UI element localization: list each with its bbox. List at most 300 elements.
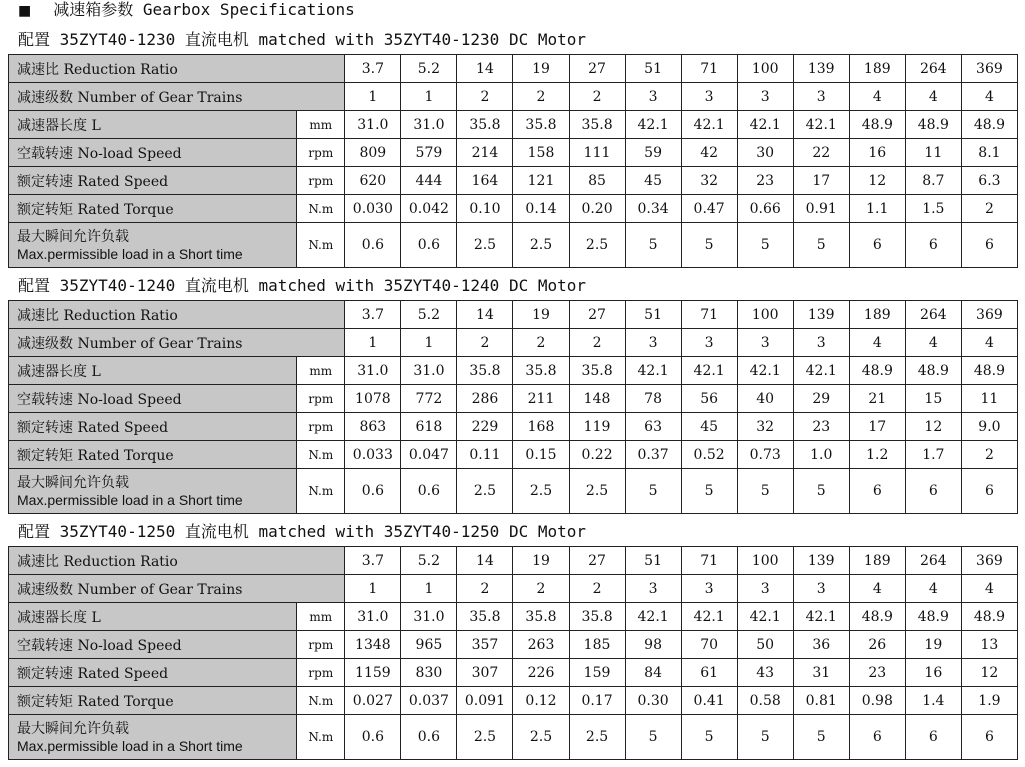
value-cell: 2 bbox=[513, 83, 569, 111]
row-label: 减速器长度 L bbox=[9, 603, 297, 631]
value-cell: 6.3 bbox=[961, 167, 1017, 195]
value-cell: 5 bbox=[625, 223, 681, 268]
table-row bbox=[9, 603, 1018, 631]
value-cell: 2.5 bbox=[513, 223, 569, 268]
value-cell: 2.5 bbox=[569, 715, 625, 760]
value-cell: 42.1 bbox=[793, 603, 849, 631]
value-cell: 30 bbox=[737, 139, 793, 167]
value-cell: 0.22 bbox=[569, 441, 625, 469]
value-cell: 71 bbox=[681, 55, 737, 83]
table-row bbox=[9, 687, 1018, 715]
row-label: 额定转速 Rated Speed bbox=[9, 659, 297, 687]
value-cell: 31.0 bbox=[345, 357, 401, 385]
value-cell: 214 bbox=[457, 139, 513, 167]
value-cell: 27 bbox=[569, 301, 625, 329]
table-row bbox=[9, 469, 1018, 514]
value-cell: 0.027 bbox=[345, 687, 401, 715]
spec-table-1240 bbox=[8, 300, 1018, 514]
value-cell: 0.20 bbox=[569, 195, 625, 223]
row-label: 额定转矩 Rated Torque bbox=[9, 195, 297, 223]
value-cell: 1159 bbox=[345, 659, 401, 687]
value-cell: 0.41 bbox=[681, 687, 737, 715]
value-cell: 579 bbox=[401, 139, 457, 167]
value-cell: 5.2 bbox=[401, 301, 457, 329]
row-label-en: Max.permissible load in a Short time bbox=[17, 245, 243, 262]
row-label: 减速级数 Number of Gear Trains bbox=[9, 83, 345, 111]
value-cell: 830 bbox=[401, 659, 457, 687]
value-cell: 35.8 bbox=[569, 357, 625, 385]
value-cell: 42.1 bbox=[625, 111, 681, 139]
value-cell: 19 bbox=[513, 301, 569, 329]
value-cell: 3 bbox=[625, 575, 681, 603]
value-cell: 42.1 bbox=[625, 603, 681, 631]
value-cell: 286 bbox=[457, 385, 513, 413]
value-cell: 3 bbox=[737, 83, 793, 111]
value-cell: 189 bbox=[849, 55, 905, 83]
value-cell: 772 bbox=[401, 385, 457, 413]
value-cell: 23 bbox=[737, 167, 793, 195]
value-cell: 31.0 bbox=[345, 111, 401, 139]
value-cell: 56 bbox=[681, 385, 737, 413]
value-cell: 4 bbox=[849, 329, 905, 357]
row-label bbox=[9, 223, 297, 268]
value-cell: 618 bbox=[401, 413, 457, 441]
section-title-1250: 配置 35ZYT40-1250 直流电机 matched with 35ZYT40-1250 DC Motor bbox=[18, 522, 587, 541]
value-cell: 0.6 bbox=[401, 469, 457, 514]
value-cell: 111 bbox=[569, 139, 625, 167]
value-cell: 48.9 bbox=[849, 111, 905, 139]
value-cell: 0.12 bbox=[513, 687, 569, 715]
value-cell: 189 bbox=[849, 547, 905, 575]
value-cell: 15 bbox=[905, 385, 961, 413]
unit-cell: mm bbox=[297, 603, 345, 631]
value-cell: 31.0 bbox=[345, 603, 401, 631]
value-cell: 35.8 bbox=[457, 357, 513, 385]
value-cell: 1.4 bbox=[905, 687, 961, 715]
value-cell: 71 bbox=[681, 301, 737, 329]
value-cell: 4 bbox=[849, 575, 905, 603]
value-cell: 6 bbox=[905, 469, 961, 514]
value-cell: 61 bbox=[681, 659, 737, 687]
spec-table-1250 bbox=[8, 546, 1018, 760]
value-cell: 2 bbox=[457, 329, 513, 357]
value-cell: 51 bbox=[625, 547, 681, 575]
value-cell: 17 bbox=[793, 167, 849, 195]
table-row bbox=[9, 385, 1018, 413]
value-cell: 0.042 bbox=[401, 195, 457, 223]
row-label bbox=[9, 469, 297, 514]
value-cell: 1348 bbox=[345, 631, 401, 659]
value-cell: 0.14 bbox=[513, 195, 569, 223]
value-cell: 27 bbox=[569, 547, 625, 575]
value-cell: 444 bbox=[401, 167, 457, 195]
value-cell: 2.5 bbox=[569, 223, 625, 268]
section-title-1240: 配置 35ZYT40-1240 直流电机 matched with 35ZYT40-1240 DC Motor bbox=[18, 276, 587, 295]
value-cell: 2 bbox=[961, 195, 1017, 223]
value-cell: 50 bbox=[737, 631, 793, 659]
unit-cell: rpm bbox=[297, 167, 345, 195]
value-cell: 6 bbox=[905, 715, 961, 760]
value-cell: 4 bbox=[961, 83, 1017, 111]
value-cell: 121 bbox=[513, 167, 569, 195]
page-heading bbox=[18, 0, 355, 21]
value-cell: 4 bbox=[961, 329, 1017, 357]
value-cell: 6 bbox=[849, 223, 905, 268]
row-label: 空载转速 No-load Speed bbox=[9, 385, 297, 413]
value-cell: 3.7 bbox=[345, 301, 401, 329]
value-cell: 6 bbox=[961, 223, 1017, 268]
unit-cell: N.m bbox=[297, 687, 345, 715]
value-cell: 35.8 bbox=[513, 357, 569, 385]
unit-cell: N.m bbox=[297, 441, 345, 469]
spec-table-1230 bbox=[8, 54, 1018, 268]
value-cell: 1.2 bbox=[849, 441, 905, 469]
value-cell: 1.9 bbox=[961, 687, 1017, 715]
row-label: 减速器长度 L bbox=[9, 111, 297, 139]
value-cell: 2 bbox=[457, 575, 513, 603]
value-cell: 357 bbox=[457, 631, 513, 659]
value-cell: 14 bbox=[457, 55, 513, 83]
value-cell: 71 bbox=[681, 547, 737, 575]
unit-cell: rpm bbox=[297, 385, 345, 413]
value-cell: 139 bbox=[793, 547, 849, 575]
value-cell: 5 bbox=[625, 715, 681, 760]
value-cell: 42.1 bbox=[737, 603, 793, 631]
row-label: 额定转矩 Rated Torque bbox=[9, 687, 297, 715]
value-cell: 48.9 bbox=[905, 111, 961, 139]
value-cell: 35.8 bbox=[513, 111, 569, 139]
value-cell: 26 bbox=[849, 631, 905, 659]
value-cell: 226 bbox=[513, 659, 569, 687]
value-cell: 12 bbox=[905, 413, 961, 441]
value-cell: 0.15 bbox=[513, 441, 569, 469]
row-label: 减速比 Reduction Ratio bbox=[9, 55, 345, 83]
value-cell: 229 bbox=[457, 413, 513, 441]
value-cell: 1.7 bbox=[905, 441, 961, 469]
value-cell: 5 bbox=[737, 469, 793, 514]
value-cell: 35.8 bbox=[457, 111, 513, 139]
heading-text: 减速箱参数 Gearbox Specifications bbox=[53, 0, 355, 19]
value-cell: 51 bbox=[625, 301, 681, 329]
value-cell: 0.091 bbox=[457, 687, 513, 715]
value-cell: 51 bbox=[625, 55, 681, 83]
value-cell: 1 bbox=[345, 329, 401, 357]
value-cell: 264 bbox=[905, 547, 961, 575]
value-cell: 42.1 bbox=[737, 111, 793, 139]
value-cell: 0.033 bbox=[345, 441, 401, 469]
value-cell: 2 bbox=[569, 83, 625, 111]
value-cell: 35.8 bbox=[457, 603, 513, 631]
value-cell: 42 bbox=[681, 139, 737, 167]
value-cell: 19 bbox=[905, 631, 961, 659]
value-cell: 5 bbox=[793, 223, 849, 268]
value-cell: 2.5 bbox=[513, 469, 569, 514]
value-cell: 0.030 bbox=[345, 195, 401, 223]
value-cell: 16 bbox=[849, 139, 905, 167]
value-cell: 100 bbox=[737, 55, 793, 83]
value-cell: 1.5 bbox=[905, 195, 961, 223]
value-cell: 85 bbox=[569, 167, 625, 195]
value-cell: 0.6 bbox=[401, 715, 457, 760]
value-cell: 307 bbox=[457, 659, 513, 687]
value-cell: 5 bbox=[681, 469, 737, 514]
value-cell: 36 bbox=[793, 631, 849, 659]
value-cell: 369 bbox=[961, 55, 1017, 83]
value-cell: 0.47 bbox=[681, 195, 737, 223]
unit-cell: rpm bbox=[297, 659, 345, 687]
value-cell: 2 bbox=[569, 575, 625, 603]
value-cell: 3 bbox=[681, 83, 737, 111]
value-cell: 48.9 bbox=[905, 603, 961, 631]
value-cell: 6 bbox=[961, 715, 1017, 760]
value-cell: 620 bbox=[345, 167, 401, 195]
value-cell: 168 bbox=[513, 413, 569, 441]
table-row bbox=[9, 631, 1018, 659]
row-label: 减速级数 Number of Gear Trains bbox=[9, 329, 345, 357]
value-cell: 2 bbox=[457, 83, 513, 111]
value-cell: 0.6 bbox=[345, 223, 401, 268]
value-cell: 0.66 bbox=[737, 195, 793, 223]
table-row bbox=[9, 139, 1018, 167]
row-label bbox=[9, 715, 297, 760]
value-cell: 2 bbox=[513, 575, 569, 603]
row-label: 减速级数 Number of Gear Trains bbox=[9, 575, 345, 603]
value-cell: 369 bbox=[961, 547, 1017, 575]
value-cell: 5 bbox=[793, 715, 849, 760]
unit-cell: rpm bbox=[297, 139, 345, 167]
value-cell: 78 bbox=[625, 385, 681, 413]
value-cell: 3 bbox=[681, 575, 737, 603]
value-cell: 264 bbox=[905, 55, 961, 83]
value-cell: 42.1 bbox=[681, 357, 737, 385]
value-cell: 264 bbox=[905, 301, 961, 329]
table-row bbox=[9, 195, 1018, 223]
value-cell: 5.2 bbox=[401, 55, 457, 83]
value-cell: 3 bbox=[793, 83, 849, 111]
table-row bbox=[9, 55, 1018, 83]
row-label: 额定转速 Rated Speed bbox=[9, 167, 297, 195]
value-cell: 0.6 bbox=[345, 715, 401, 760]
value-cell: 27 bbox=[569, 55, 625, 83]
bullet-square-icon: ■ bbox=[18, 3, 32, 19]
value-cell: 0.52 bbox=[681, 441, 737, 469]
value-cell: 48.9 bbox=[961, 357, 1017, 385]
value-cell: 1 bbox=[345, 575, 401, 603]
value-cell: 48.9 bbox=[905, 357, 961, 385]
value-cell: 139 bbox=[793, 55, 849, 83]
value-cell: 31.0 bbox=[401, 111, 457, 139]
value-cell: 22 bbox=[793, 139, 849, 167]
value-cell: 21 bbox=[849, 385, 905, 413]
table-row bbox=[9, 659, 1018, 687]
value-cell: 5 bbox=[793, 469, 849, 514]
value-cell: 3 bbox=[681, 329, 737, 357]
value-cell: 2 bbox=[569, 329, 625, 357]
value-cell: 4 bbox=[961, 575, 1017, 603]
row-label: 额定转矩 Rated Torque bbox=[9, 441, 297, 469]
value-cell: 100 bbox=[737, 547, 793, 575]
value-cell: 2 bbox=[513, 329, 569, 357]
value-cell: 40 bbox=[737, 385, 793, 413]
value-cell: 9.0 bbox=[961, 413, 1017, 441]
table-row bbox=[9, 547, 1018, 575]
value-cell: 45 bbox=[625, 167, 681, 195]
value-cell: 17 bbox=[849, 413, 905, 441]
value-cell: 185 bbox=[569, 631, 625, 659]
unit-cell: mm bbox=[297, 357, 345, 385]
value-cell: 43 bbox=[737, 659, 793, 687]
table-row bbox=[9, 357, 1018, 385]
value-cell: 35.8 bbox=[569, 111, 625, 139]
value-cell: 48.9 bbox=[849, 603, 905, 631]
value-cell: 19 bbox=[513, 55, 569, 83]
value-cell: 23 bbox=[793, 413, 849, 441]
value-cell: 29 bbox=[793, 385, 849, 413]
value-cell: 211 bbox=[513, 385, 569, 413]
row-label-en: Max.permissible load in a Short time bbox=[17, 491, 243, 508]
value-cell: 4 bbox=[905, 575, 961, 603]
row-label-cn: 最大瞬间允许负载 bbox=[17, 474, 129, 491]
value-cell: 19 bbox=[513, 547, 569, 575]
value-cell: 0.6 bbox=[401, 223, 457, 268]
value-cell: 8.1 bbox=[961, 139, 1017, 167]
value-cell: 0.34 bbox=[625, 195, 681, 223]
value-cell: 100 bbox=[737, 301, 793, 329]
value-cell: 4 bbox=[849, 83, 905, 111]
value-cell: 42.1 bbox=[793, 357, 849, 385]
unit-cell: N.m bbox=[297, 469, 345, 514]
value-cell: 965 bbox=[401, 631, 457, 659]
value-cell: 0.17 bbox=[569, 687, 625, 715]
value-cell: 3 bbox=[737, 329, 793, 357]
row-label-en: Max.permissible load in a Short time bbox=[17, 737, 243, 754]
value-cell: 5.2 bbox=[401, 547, 457, 575]
value-cell: 42.1 bbox=[793, 111, 849, 139]
value-cell: 158 bbox=[513, 139, 569, 167]
table-row bbox=[9, 111, 1018, 139]
value-cell: 159 bbox=[569, 659, 625, 687]
value-cell: 5 bbox=[737, 715, 793, 760]
value-cell: 6 bbox=[905, 223, 961, 268]
value-cell: 14 bbox=[457, 547, 513, 575]
value-cell: 6 bbox=[849, 469, 905, 514]
row-label-cn: 最大瞬间允许负载 bbox=[17, 720, 129, 737]
value-cell: 48.9 bbox=[961, 603, 1017, 631]
value-cell: 3.7 bbox=[345, 547, 401, 575]
value-cell: 0.047 bbox=[401, 441, 457, 469]
value-cell: 0.73 bbox=[737, 441, 793, 469]
value-cell: 0.58 bbox=[737, 687, 793, 715]
value-cell: 8.7 bbox=[905, 167, 961, 195]
value-cell: 35.8 bbox=[513, 603, 569, 631]
row-label-cn: 最大瞬间允许负载 bbox=[17, 228, 129, 245]
value-cell: 1 bbox=[401, 83, 457, 111]
value-cell: 14 bbox=[457, 301, 513, 329]
value-cell: 2.5 bbox=[513, 715, 569, 760]
row-label: 额定转速 Rated Speed bbox=[9, 413, 297, 441]
value-cell: 3.7 bbox=[345, 55, 401, 83]
value-cell: 35.8 bbox=[569, 603, 625, 631]
value-cell: 13 bbox=[961, 631, 1017, 659]
value-cell: 16 bbox=[905, 659, 961, 687]
value-cell: 48.9 bbox=[849, 357, 905, 385]
value-cell: 0.11 bbox=[457, 441, 513, 469]
value-cell: 0.81 bbox=[793, 687, 849, 715]
value-cell: 3 bbox=[737, 575, 793, 603]
value-cell: 32 bbox=[681, 167, 737, 195]
value-cell: 11 bbox=[961, 385, 1017, 413]
value-cell: 5 bbox=[681, 715, 737, 760]
section-title-1230: 配置 35ZYT40-1230 直流电机 matched with 35ZYT40-1230 DC Motor bbox=[18, 30, 587, 49]
unit-cell: rpm bbox=[297, 413, 345, 441]
value-cell: 59 bbox=[625, 139, 681, 167]
value-cell: 0.37 bbox=[625, 441, 681, 469]
unit-cell: rpm bbox=[297, 631, 345, 659]
value-cell: 4 bbox=[905, 329, 961, 357]
value-cell: 6 bbox=[849, 715, 905, 760]
value-cell: 5 bbox=[737, 223, 793, 268]
value-cell: 4 bbox=[905, 83, 961, 111]
table-row bbox=[9, 715, 1018, 760]
value-cell: 2.5 bbox=[457, 715, 513, 760]
value-cell: 3 bbox=[793, 575, 849, 603]
unit-cell: mm bbox=[297, 111, 345, 139]
value-cell: 12 bbox=[849, 167, 905, 195]
value-cell: 2.5 bbox=[457, 469, 513, 514]
value-cell: 5 bbox=[681, 223, 737, 268]
value-cell: 1 bbox=[345, 83, 401, 111]
table-row bbox=[9, 167, 1018, 195]
value-cell: 3 bbox=[625, 83, 681, 111]
value-cell: 0.30 bbox=[625, 687, 681, 715]
unit-cell: N.m bbox=[297, 223, 345, 268]
value-cell: 0.6 bbox=[345, 469, 401, 514]
table-row bbox=[9, 83, 1018, 111]
table-row bbox=[9, 301, 1018, 329]
value-cell: 31.0 bbox=[401, 603, 457, 631]
value-cell: 42.1 bbox=[737, 357, 793, 385]
value-cell: 32 bbox=[737, 413, 793, 441]
value-cell: 63 bbox=[625, 413, 681, 441]
value-cell: 139 bbox=[793, 301, 849, 329]
value-cell: 42.1 bbox=[625, 357, 681, 385]
value-cell: 369 bbox=[961, 301, 1017, 329]
unit-cell: N.m bbox=[297, 715, 345, 760]
value-cell: 84 bbox=[625, 659, 681, 687]
row-label: 空载转速 No-load Speed bbox=[9, 139, 297, 167]
value-cell: 0.10 bbox=[457, 195, 513, 223]
value-cell: 1078 bbox=[345, 385, 401, 413]
value-cell: 5 bbox=[625, 469, 681, 514]
value-cell: 809 bbox=[345, 139, 401, 167]
value-cell: 0.98 bbox=[849, 687, 905, 715]
value-cell: 6 bbox=[961, 469, 1017, 514]
value-cell: 2 bbox=[961, 441, 1017, 469]
value-cell: 23 bbox=[849, 659, 905, 687]
value-cell: 0.037 bbox=[401, 687, 457, 715]
value-cell: 70 bbox=[681, 631, 737, 659]
value-cell: 119 bbox=[569, 413, 625, 441]
value-cell: 45 bbox=[681, 413, 737, 441]
table-row bbox=[9, 441, 1018, 469]
value-cell: 2.5 bbox=[457, 223, 513, 268]
value-cell: 31 bbox=[793, 659, 849, 687]
value-cell: 1 bbox=[401, 575, 457, 603]
row-label: 减速器长度 L bbox=[9, 357, 297, 385]
value-cell: 48.9 bbox=[961, 111, 1017, 139]
value-cell: 189 bbox=[849, 301, 905, 329]
value-cell: 1.0 bbox=[793, 441, 849, 469]
